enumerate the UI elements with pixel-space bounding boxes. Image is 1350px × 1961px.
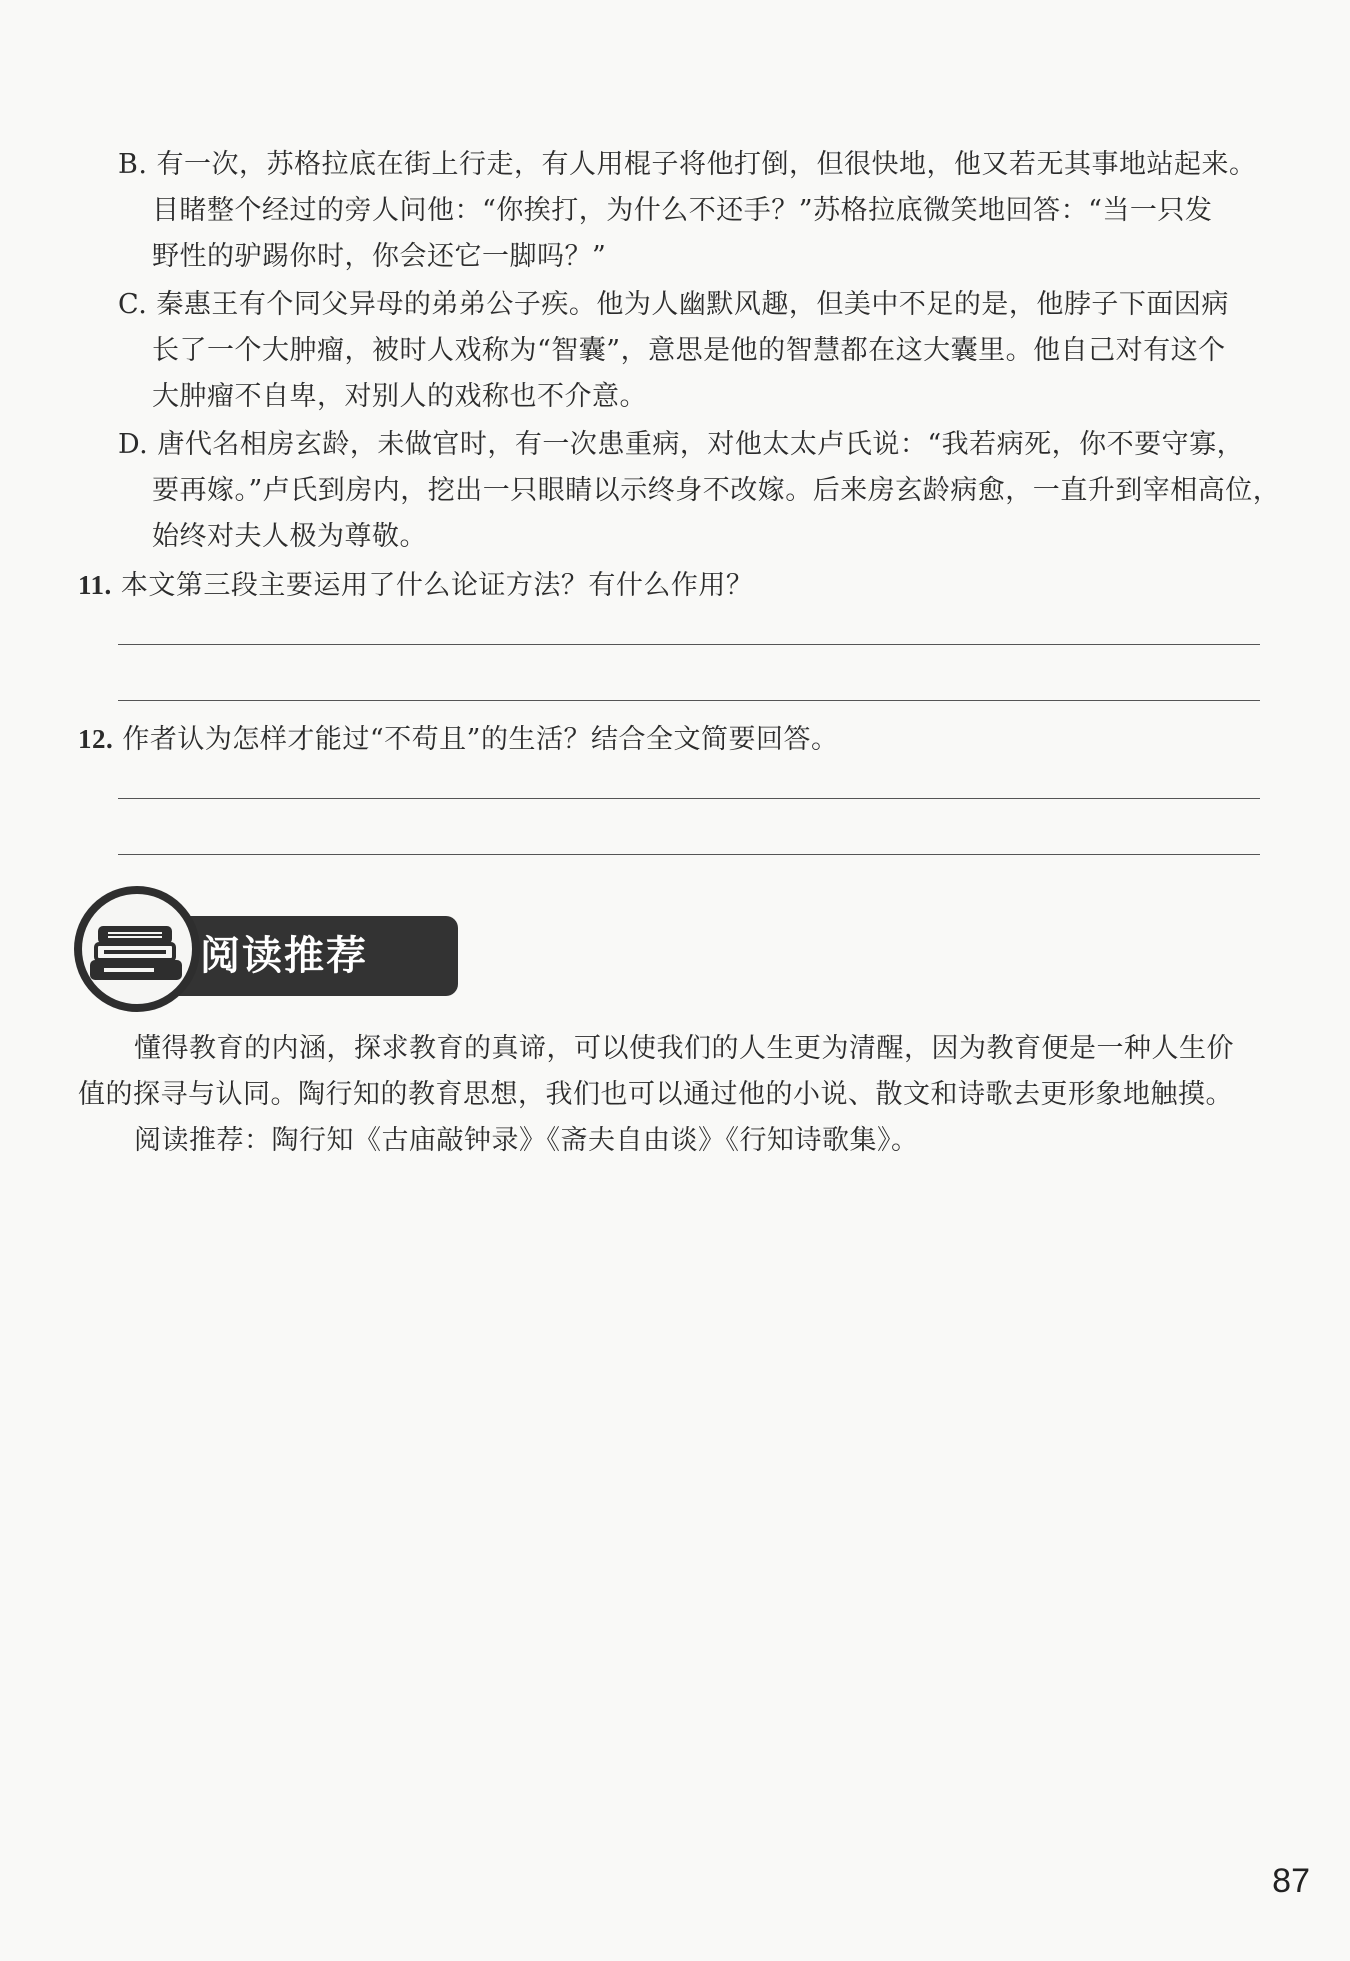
question-12-number: 12. — [78, 724, 114, 754]
answer-line-12-2[interactable] — [118, 854, 1260, 855]
page-number: 87 — [1272, 1862, 1310, 1900]
option-d-line-2: 要再嫁。”卢氏到房内，挖出一只眼睛以示终身不改嫁。后来房玄龄病愈，一直升到宰相高位， — [152, 475, 1281, 506]
banner-title: 阅读推荐 — [200, 933, 368, 979]
recommend-paragraph-line-2: 值的探寻与认同。陶行知的教育思想，我们也可以通过他的小说、散文和诗歌去更形象地触摸。 — [78, 1079, 1233, 1110]
question-11-text: 本文第三段主要运用了什么论证方法？有什么作用？ — [120, 570, 754, 601]
question-12-text: 作者认为怎样才能过“不苟且”的生活？结合全文简要回答。 — [122, 724, 839, 755]
question-11 — [78, 568, 753, 603]
option-c-line-3: 大肿瘤不自卑，对别人的戏称也不介意。 — [152, 381, 647, 412]
option-d-line-3: 始终对夫人极为尊敬。 — [152, 521, 427, 552]
option-b-line-3: 野性的驴踢你时，你会还它一脚吗？” — [152, 241, 607, 272]
option-d-line-1: D. 唐代名相房玄龄，未做官时，有一次患重病，对他太太卢氏说：“我若病死，你不要守寡， — [118, 429, 1245, 460]
answer-line-12-1[interactable] — [118, 798, 1260, 799]
answer-line-11-1[interactable] — [118, 644, 1260, 645]
option-c-line-1: C. 秦惠王有个同父异母的弟弟公子疾。他为人幽默风趣，但美中不足的是，他脖子下面因病 — [118, 289, 1229, 320]
reading-recommend-banner — [74, 886, 394, 1016]
recommend-books: 阅读推荐：陶行知《古庙敲钟录》《斋夫自由谈》《行知诗歌集》。 — [134, 1125, 919, 1156]
option-b-line-2: 目睹整个经过的旁人问他：“你挨打，为什么不还手？”苏格拉底微笑地回答：“当一只发 — [152, 195, 1213, 226]
books-icon — [74, 886, 200, 1012]
option-b-line-1: B. 有一次，苏格拉底在街上行走，有人用棍子将他打倒，但很快地，他又若无其事地站起来。 — [118, 149, 1257, 180]
question-12 — [78, 722, 838, 757]
recommend-paragraph-line-1: 懂得教育的内涵，探求教育的真谛，可以使我们的人生更为清醒，因为教育便是一种人生价 — [134, 1033, 1234, 1064]
option-c-line-2: 长了一个大肿瘤，被时人戏称为“智囊”，意思是他的智慧都在这大囊里。他自己对有这个 — [152, 335, 1226, 366]
answer-line-11-2[interactable] — [118, 700, 1260, 701]
question-11-number: 11. — [78, 570, 112, 600]
